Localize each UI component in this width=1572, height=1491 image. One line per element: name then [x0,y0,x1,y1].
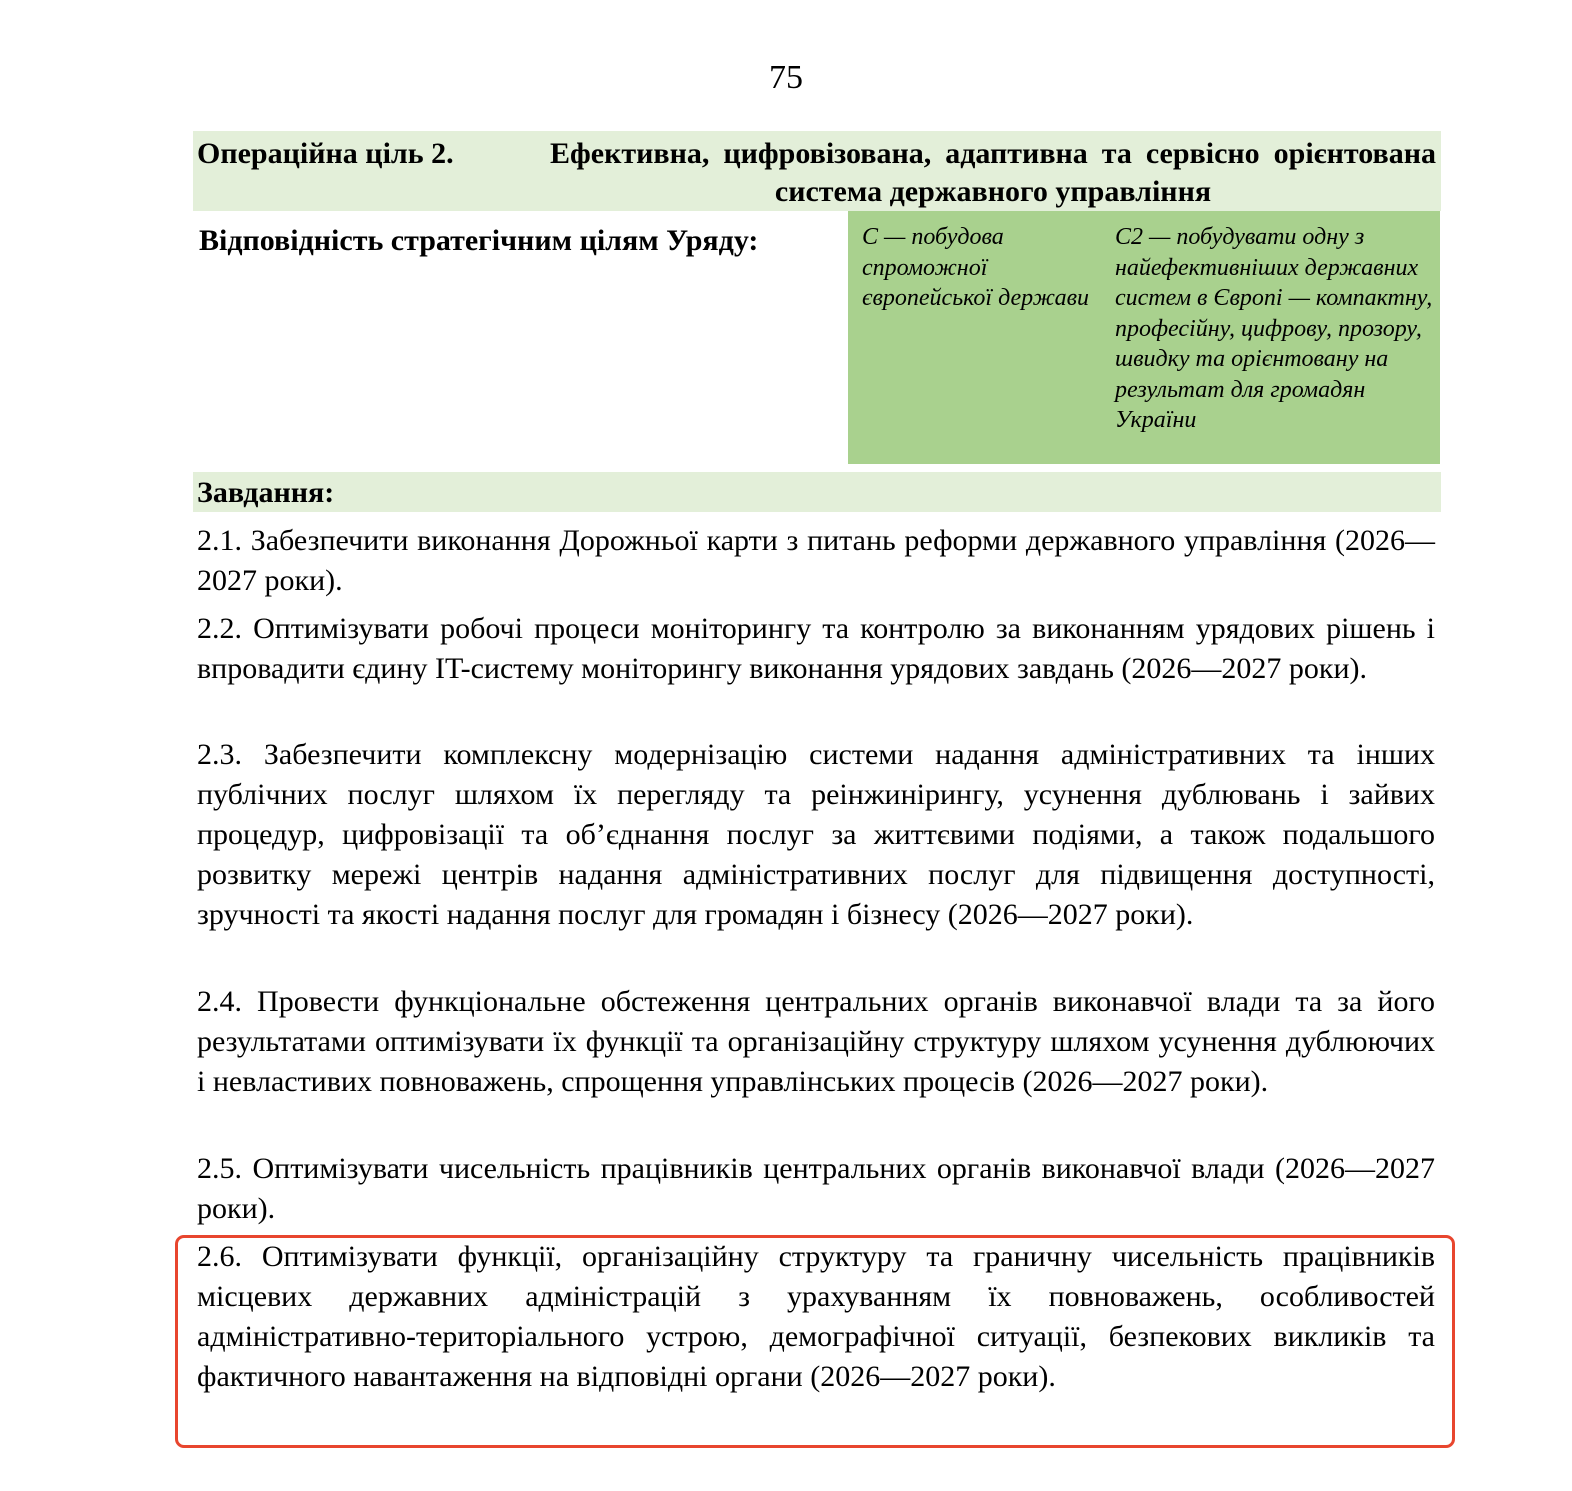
tasks-header-band [193,472,1441,512]
tasks-heading: Завдання: [197,476,335,509]
sub-goal-text: С2 — побудувати одну з найефективніших державних систем в Європі — компактну, професійну, цифрову, прозору, швидку та орієнтовану на результат для громадян України [1115,224,1433,433]
strategic-goal-text: С — побудова спроможної європейської держави [862,224,1090,311]
task-item-2-4: 2.4. Провести функціональне обстеження центральних органів виконавчої влади та за його результатами оптимізувати їх функції та організаційну структуру шляхом усунення дублюючих і невластивих повноважень, спрощення управлінських процесів (2026—2027 роки). [197,985,1435,1098]
task-item-2-1: 2.1. Забезпечити виконання Дорожньої карти з питань реформи державного управління (2026—2027 роки). [197,524,1435,597]
alignment-label: Відповідність стратегічним цілям Уряду: [199,224,759,257]
highlight-box [175,1235,1455,1448]
goal-title: Ефективна, цифровізована, адаптивна та сервісно орієнтована система державного управління [550,137,1436,208]
task-item-2-6: 2.6. Оптимізувати функції, організаційну структуру та граничну чисельність працівників місцевих державних адміністрацій з урахуванням їх повноважень, особливостей адміністративно-територіального устрою, демографічної ситуації, безпекових викликів та фактичного навантаження на відповідні органи (2026—2027 роки). [197,1240,1435,1393]
task-item-2-2: 2.2. Оптимізувати робочі процеси моніторингу та контролю за виконанням урядових рішень і впровадити єдину IT-систему моніторингу виконання урядових завдань (2026—2027 роки). [197,612,1435,685]
task-item-2-3: 2.3. Забезпечити комплексну модернізацію системи надання адміністративних та інших публічних послуг шляхом їх перегляду та реінжинірингу, усунення дублювань і зайвих процедур, цифровізації та об’єднання послуг за життєвими подіями, а також подальшого розвитку мережі центрів надання адміністративних послуг для підвищення доступності, зручності та якості надання послуг для громадян і бізнесу (2026—2027 роки). [197,738,1435,931]
page-number: 75 [769,59,803,96]
task-item-2-5: 2.5. Оптимізувати чисельність працівників центральних органів виконавчої влади (2026—2027 роки). [197,1152,1435,1225]
goal-label: Операційна ціль 2. [197,137,454,170]
